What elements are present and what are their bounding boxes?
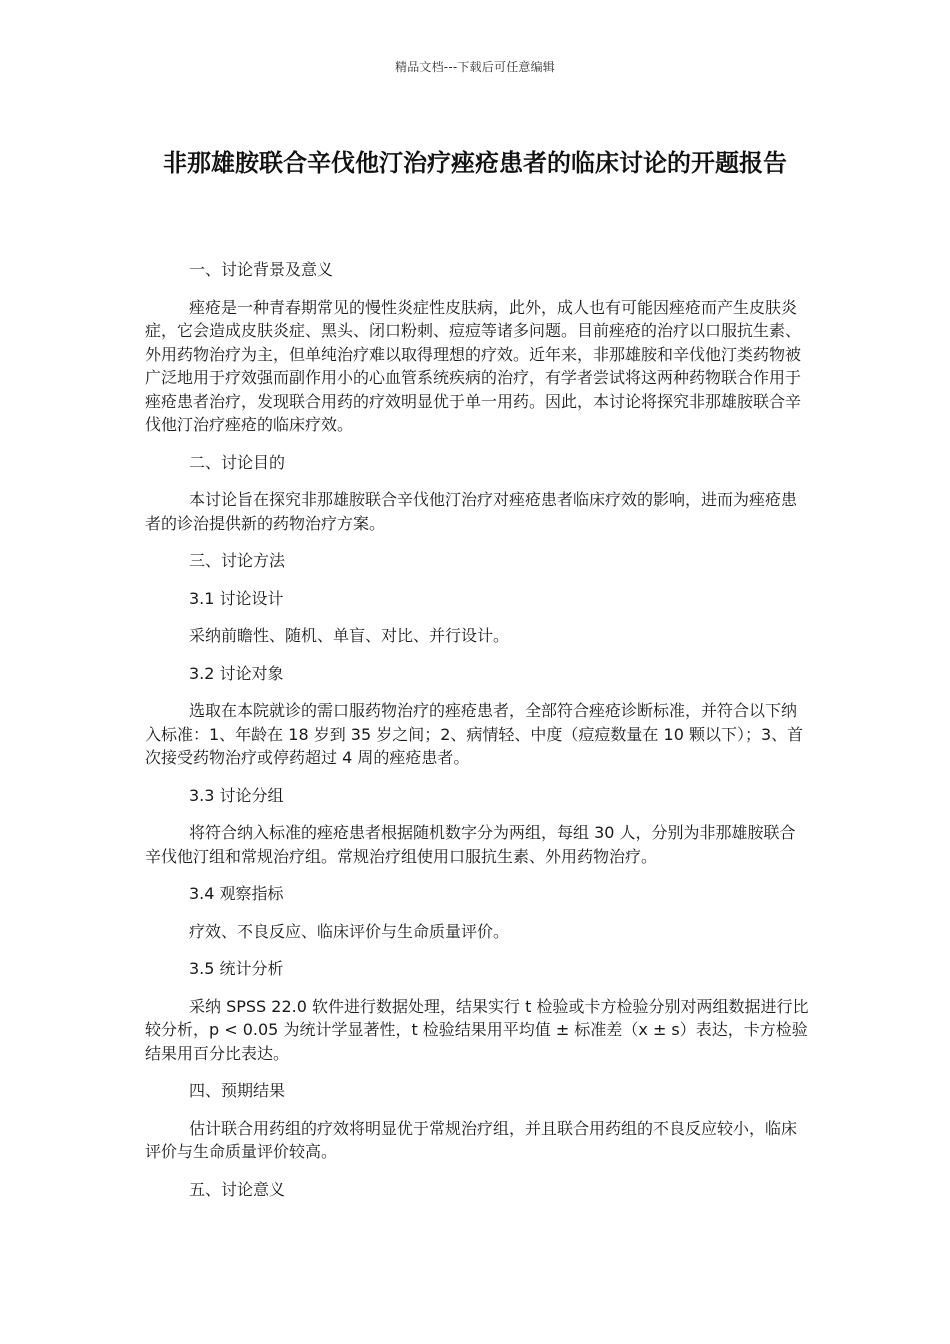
subsection-heading-subjects: 3.2 讨论对象 (189, 663, 284, 683)
subsection-heading-statistics: 3.5 统计分析 (189, 959, 284, 978)
paragraph-statistics: 采纳 SPSS 22.0 软件进行数据处理，结果实行 t 检验或卡方检验分别对两组数据进行比较分析，p < 0.05 为统计学显著性，t 检验结果用平均值 ± 标准差（x ± s）表达，卡方检验结果用百分比表达。 (145, 996, 809, 1063)
section-heading-purpose: 二、讨论目的 (189, 452, 286, 472)
section-heading-expected-results: 四、预期结果 (189, 1081, 286, 1100)
paragraph-indicators: 疗效、不良反应、临床评价与生命质量评价。 (189, 921, 510, 941)
paragraph-subjects: 选取在本院就诊的需口服药物治疗的痤疮患者，全部符合痤疮诊断标准，并符合以下纳入标准：1、年龄在 18 岁到 35 岁之间；2、病情轻、中度（痘痘数量在 10 颗以下）；3、首次接受药物治疗或停药超过 4 周的痤疮患者。 (145, 701, 804, 767)
header-note: 精品文档---下载后可任意编辑 (395, 60, 555, 74)
paragraph-background: 痤疮是一种青春期常见的慢性炎症性皮肤病，此外，成人也有可能因痤疮而产生皮肤炎症，它会造成皮肤炎症、黑头、闭口粉刺、痘痘等诸多问题。目前痤疮的治疗以口服抗生素、外用药物治疗为主，但单纯治疗难以取得理想的疗效。近年来，非那雄胺和辛伐他汀类药物被广泛地用于疗效强而副作用小的心血管系统疾病的治疗，有学者尝试将这两种药物联合作用于痤疮患者治疗，发现联合用药的疗效明显优于单一用药。因此，本讨论将探究非那雄胺联合辛伐他汀治疗痤疮的临床疗效。 (145, 297, 802, 434)
section-heading-background: 一、讨论背景及意义 (189, 260, 334, 279)
subsection-heading-grouping: 3.3 讨论分组 (189, 785, 284, 805)
paragraph-grouping: 将符合纳入标准的痤疮患者根据随机数字分为两组，每组 30 人，分别为非那雄胺联合辛伐他汀组和常规治疗组。常规治疗组使用口服抗生素、外用药物治疗。 (145, 823, 796, 866)
subsection-heading-indicators: 3.4 观察指标 (189, 884, 284, 903)
document-title: 非那雄胺联合辛伐他汀治疗痤疮患者的临床讨论的开题报告 (163, 149, 787, 177)
paragraph-purpose: 本讨论旨在探究非那雄胺联合辛伐他汀治疗对痤疮患者临床疗效的影响，进而为痤疮患者的诊治提供新的药物治疗方案。 (145, 490, 798, 533)
section-heading-significance: 五、讨论意义 (189, 1179, 286, 1199)
paragraph-design: 采纳前瞻性、随机、单盲、对比、并行设计。 (189, 626, 510, 645)
paragraph-expected-results: 估计联合用药组的疗效将明显优于常规治疗组，并且联合用药组的不良反应较小，临床评价与生命质量评价较高。 (145, 1118, 798, 1161)
section-heading-methods: 三、讨论方法 (189, 551, 286, 570)
subsection-heading-design: 3.1 讨论设计 (189, 588, 284, 608)
document-body (145, 258, 810, 1215)
